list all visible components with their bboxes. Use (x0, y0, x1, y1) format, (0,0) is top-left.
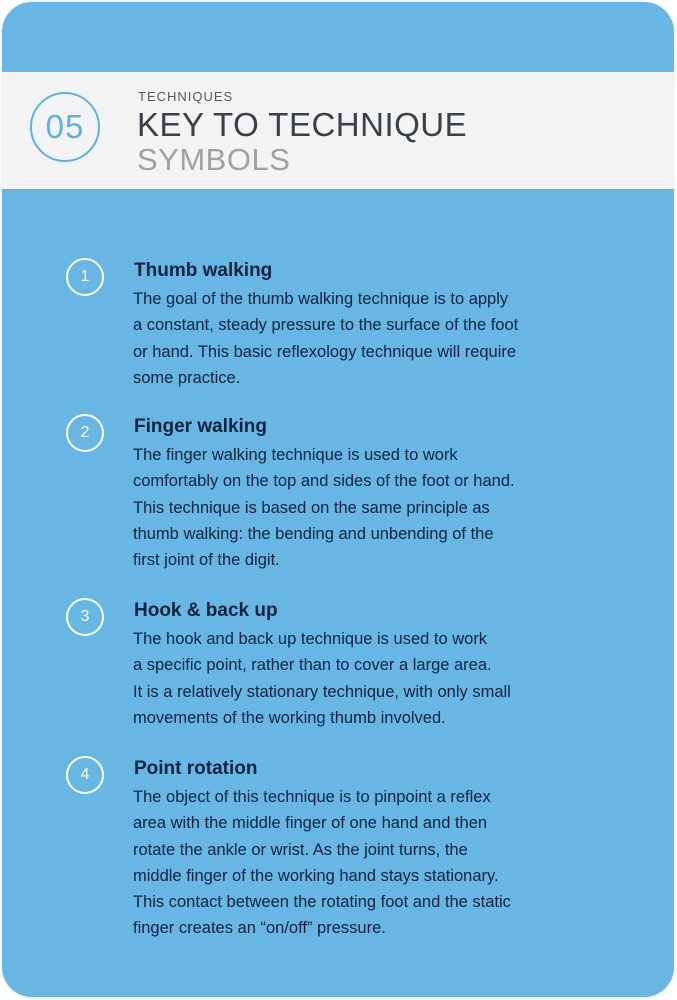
technique-number-badge: 2 (66, 414, 104, 452)
technique-number-badge: 1 (66, 258, 104, 296)
technique-title: Hook & back up (134, 600, 278, 621)
technique-title: Finger walking (134, 416, 268, 437)
technique-description: The goal of the thumb walking technique is to apply a constant, steady pressure to the surface of the foot or hand. This basic reflexology technique will require some practice. (133, 290, 519, 387)
technique-description: The hook and back up technique is used to work a specific point, rather than to cover a large area. It is a relatively stationary technique, with only small movements of the working thumb involved. (133, 630, 511, 727)
page-title: KEY TO TECHNIQUE (137, 106, 468, 143)
section-label: TECHNIQUES (138, 89, 234, 104)
technique-description: The object of this technique is to pinpoint a reflex area with the middle finger of one hand and then rotate the ankle or wrist. As the joint turns, the middle finger of the working hand stays stationary. This contact between the rotating foot and the static finger creates an “on/off” pressure. (133, 788, 511, 938)
card-number-badge: 05 (30, 92, 100, 162)
header-band (2, 72, 674, 189)
technique-card (2, 2, 674, 997)
page-subtitle: SYMBOLS (137, 142, 291, 177)
technique-number-badge: 4 (66, 756, 104, 794)
technique-description: The finger walking technique is used to work comfortably on the top and sides of the foot or hand. This technique is based on the same principle as thumb walking: the bending and unbending of the first joint of the digit. (133, 446, 515, 570)
technique-title: Point rotation (134, 758, 258, 779)
technique-title: Thumb walking (134, 260, 273, 281)
technique-number-badge: 3 (66, 598, 104, 636)
